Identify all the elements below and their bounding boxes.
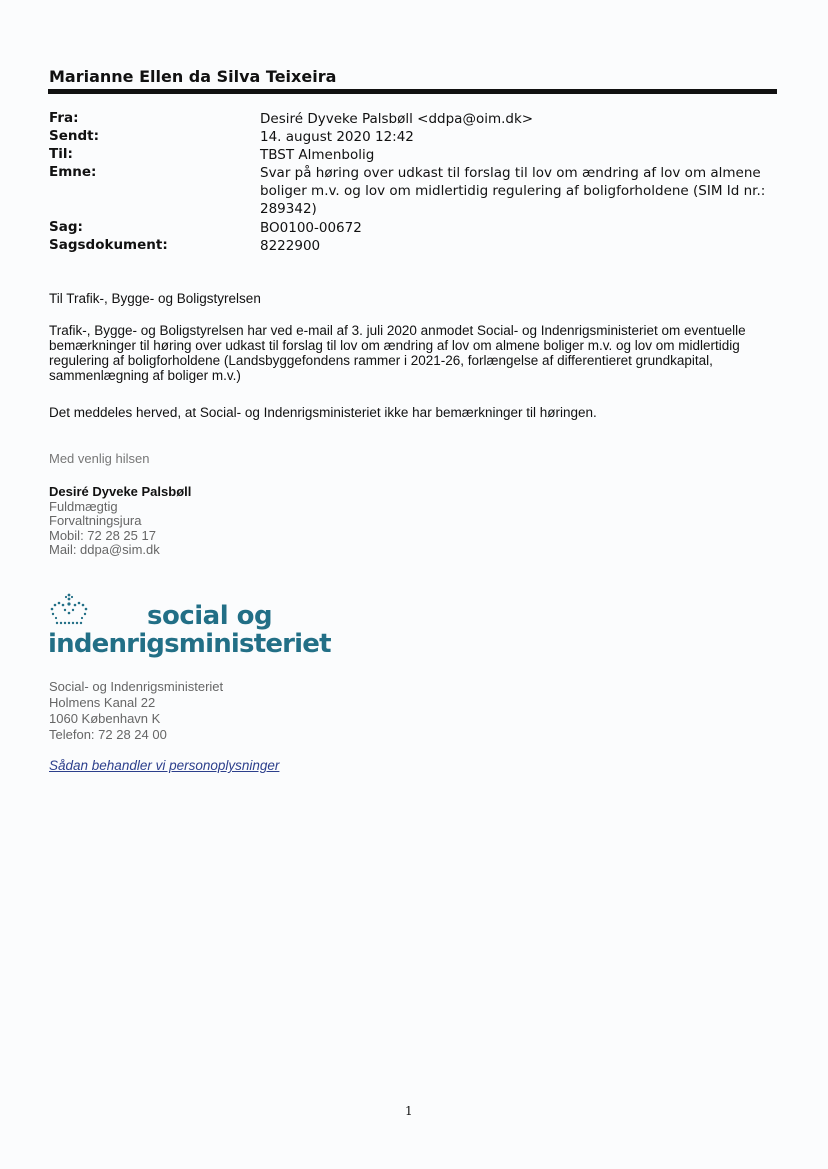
case-document-value: 8222900 — [260, 238, 321, 254]
crown-icon — [49, 593, 89, 627]
signature-mail: Mail: ddpa@sim.dk — [49, 542, 160, 557]
closing: Med venlig hilsen — [49, 451, 150, 466]
to-label: Til: — [49, 146, 73, 162]
mailbox-owner-name: Marianne Ellen da Silva Teixeira — [49, 67, 337, 86]
address-org: Social- og Indenrigsministeriet — [49, 679, 224, 694]
address-street: Holmens Kanal 22 — [49, 695, 156, 710]
from-value: Desiré Dyveke Palsbøll <ddpa@oim.dk> — [260, 111, 534, 127]
logo-line-1: social og — [147, 601, 273, 631]
ministry-logo — [48, 593, 331, 661]
signature-title: Fuldmægtig — [49, 498, 118, 514]
subject-value: Svar på høring over udkast til forslag til lov om ændring af lov om almene boliger m.v. og lov om midlertidig regulering af boligforholdene (SIM Id nr.: 289342) — [260, 165, 766, 217]
greeting: Til Trafik-, Bygge- og Boligstyrelsen — [49, 291, 261, 306]
to-value: TBST Almenbolig — [260, 147, 375, 163]
case-value: BO0100-00672 — [260, 220, 362, 236]
ministry-address — [49, 679, 223, 743]
signature-name: Desiré Dyveke Palsbøll — [49, 484, 192, 499]
header-divider — [48, 89, 777, 94]
body-paragraph-1: Trafik-, Bygge- og Boligstyrelsen har ved e-mail af 3. juli 2020 anmodet Social- og Indenrigsministeriet om eventuelle bemærkninger til høring over udkast til forslag til lov om ændring af lov om almene boliger m.v. og lov om midlertidig regulering af boligforholdene (Landsbyggefondens rammer i 2021-26, forlængelse af differentieret grundkapital, sammenlægning af boliger m.v.) — [49, 323, 746, 383]
case-document-label: Sagsdokument: — [49, 237, 168, 253]
subject-label: Emne: — [49, 164, 97, 180]
signature-department: Forvaltningsjura — [49, 513, 142, 528]
sent-label: Sendt: — [49, 128, 100, 144]
case-label: Sag: — [49, 219, 83, 235]
logo-line-2: indenrigsministeriet — [48, 629, 331, 659]
address-city: 1060 København K — [49, 711, 161, 726]
signature-block — [49, 485, 191, 558]
page-number: 1 — [405, 1104, 413, 1118]
from-label: Fra: — [49, 110, 79, 126]
signature-mobile: Mobil: 72 28 25 17 — [49, 527, 156, 543]
sent-value: 14. august 2020 12:42 — [260, 129, 414, 145]
privacy-link[interactable]: Sådan behandler vi personoplysninger — [49, 758, 280, 773]
body-paragraph-2: Det meddeles herved, at Social- og Indenrigsministeriet ikke har bemærkninger til høringen. — [49, 405, 597, 420]
address-phone: Telefon: 72 28 24 00 — [49, 727, 167, 742]
